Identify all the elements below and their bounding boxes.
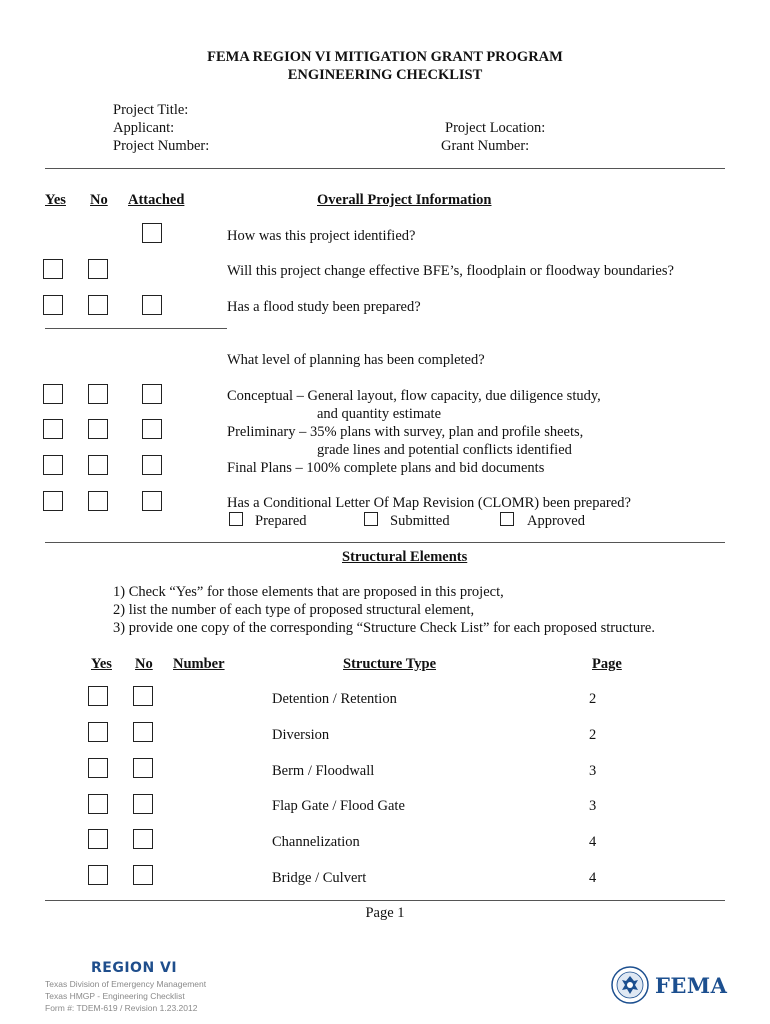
clomr-attached-checkbox[interactable] xyxy=(142,491,162,511)
bridge-yes-checkbox[interactable] xyxy=(88,865,108,885)
diversion-no-checkbox[interactable] xyxy=(133,722,153,742)
clomr-approved-label: Approved xyxy=(527,513,585,529)
struct-col-page: Page xyxy=(592,656,622,672)
conceptual-attached-checkbox[interactable] xyxy=(142,384,162,404)
applicant-label: Applicant: xyxy=(113,120,175,136)
flood-study-attached-checkbox[interactable] xyxy=(142,295,162,315)
project-location-label: Project Location: xyxy=(445,120,546,136)
identified-attached-checkbox[interactable] xyxy=(142,223,162,243)
clomr-submitted-label: Submitted xyxy=(390,513,450,529)
flood-study-yes-checkbox[interactable] xyxy=(43,295,63,315)
bridge-no-checkbox[interactable] xyxy=(133,865,153,885)
berm-yes-checkbox[interactable] xyxy=(88,758,108,778)
struct-col-number: Number xyxy=(173,656,225,672)
clomr-yes-checkbox[interactable] xyxy=(43,491,63,511)
instruction-item: 3) provide one copy of the corresponding “Structure Check List” for each proposed structure. xyxy=(113,620,655,636)
instruction-item: 1) Check “Yes” for those elements that are proposed in this project, xyxy=(113,584,504,600)
struct-col-yes: Yes xyxy=(91,656,112,672)
structure-type: Detention / Retention xyxy=(272,691,397,707)
structure-page: 3 xyxy=(589,763,597,779)
structural-section-heading: Structural Elements xyxy=(342,549,468,565)
divider xyxy=(45,168,725,169)
footer-form-number: Form #: TDEM-619 / Revision 1.23.2012 xyxy=(45,1003,198,1013)
conceptual-text: Conceptual – General layout, flow capacity, due diligence study, xyxy=(227,388,601,404)
preliminary-text-cont: grade lines and potential conflicts identified xyxy=(317,442,572,458)
clomr-prepared-checkbox[interactable] xyxy=(229,512,243,526)
document-title: FEMA REGION VI MITIGATION GRANT PROGRAM xyxy=(207,49,563,65)
structure-page: 2 xyxy=(589,691,597,707)
struct-col-no: No xyxy=(135,656,153,672)
structure-type: Flap Gate / Flood Gate xyxy=(272,798,405,814)
col-attached-header: Attached xyxy=(128,192,185,208)
col-no-header: No xyxy=(90,192,108,208)
structure-page: 3 xyxy=(589,798,597,814)
bfe-yes-checkbox[interactable] xyxy=(43,259,63,279)
footer-form-title: Texas HMGP - Engineering Checklist xyxy=(45,991,185,1001)
region-label: REGION VI xyxy=(91,960,178,976)
final-plans-text: Final Plans – 100% complete plans and bid documents xyxy=(227,460,545,476)
diversion-yes-checkbox[interactable] xyxy=(88,722,108,742)
flap-gate-no-checkbox[interactable] xyxy=(133,794,153,814)
clomr-approved-checkbox[interactable] xyxy=(500,512,514,526)
structure-page: 2 xyxy=(589,727,597,743)
channelization-yes-checkbox[interactable] xyxy=(88,829,108,849)
clomr-prepared-label: Prepared xyxy=(255,513,307,529)
structure-type: Channelization xyxy=(272,834,360,850)
instruction-item: 2) list the number of each type of proposed structural element, xyxy=(113,602,475,618)
preliminary-no-checkbox[interactable] xyxy=(88,419,108,439)
structure-type: Bridge / Culvert xyxy=(272,870,367,886)
dhs-seal-icon xyxy=(611,966,649,1004)
preliminary-yes-checkbox[interactable] xyxy=(43,419,63,439)
col-yes-header: Yes xyxy=(45,192,66,208)
question-flood-study: Has a flood study been prepared? xyxy=(227,299,421,315)
structure-type: Berm / Floodwall xyxy=(272,763,375,779)
detention-yes-checkbox[interactable] xyxy=(88,686,108,706)
project-number-label: Project Number: xyxy=(113,138,210,154)
structure-page: 4 xyxy=(589,834,597,850)
footer-agency: Texas Division of Emergency Management xyxy=(45,979,207,989)
short-divider xyxy=(45,328,227,329)
flood-study-no-checkbox[interactable] xyxy=(88,295,108,315)
final-plans-no-checkbox[interactable] xyxy=(88,455,108,475)
document-subtitle: ENGINEERING CHECKLIST xyxy=(287,67,483,83)
clomr-submitted-checkbox[interactable] xyxy=(364,512,378,526)
bfe-no-checkbox[interactable] xyxy=(88,259,108,279)
divider xyxy=(45,542,725,543)
fema-logo-text: FEMA xyxy=(655,973,728,998)
flap-gate-yes-checkbox[interactable] xyxy=(88,794,108,814)
project-title-label: Project Title: xyxy=(113,102,189,118)
struct-col-type: Structure Type xyxy=(343,656,437,672)
conceptual-no-checkbox[interactable] xyxy=(88,384,108,404)
final-plans-yes-checkbox[interactable] xyxy=(43,455,63,475)
clomr-no-checkbox[interactable] xyxy=(88,491,108,511)
channelization-no-checkbox[interactable] xyxy=(133,829,153,849)
question-clomr: Has a Conditional Letter Of Map Revision (CLOMR) been prepared? xyxy=(227,495,631,511)
question-identified: How was this project identified? xyxy=(227,228,416,244)
preliminary-attached-checkbox[interactable] xyxy=(142,419,162,439)
final-plans-attached-checkbox[interactable] xyxy=(142,455,162,475)
structure-type: Diversion xyxy=(272,727,330,743)
preliminary-text: Preliminary – 35% plans with survey, plan and profile sheets, xyxy=(227,424,584,440)
detention-no-checkbox[interactable] xyxy=(133,686,153,706)
overall-section-heading: Overall Project Information xyxy=(317,192,492,208)
grant-number-label: Grant Number: xyxy=(441,138,530,154)
question-bfe: Will this project change effective BFE’s, floodplain or floodway boundaries? xyxy=(227,263,674,279)
structure-page: 4 xyxy=(589,870,597,886)
conceptual-text-cont: and quantity estimate xyxy=(317,406,442,422)
divider xyxy=(45,900,725,901)
conceptual-yes-checkbox[interactable] xyxy=(43,384,63,404)
page-number: Page 1 xyxy=(365,905,405,921)
berm-no-checkbox[interactable] xyxy=(133,758,153,778)
question-planning: What level of planning has been completed? xyxy=(227,352,485,368)
